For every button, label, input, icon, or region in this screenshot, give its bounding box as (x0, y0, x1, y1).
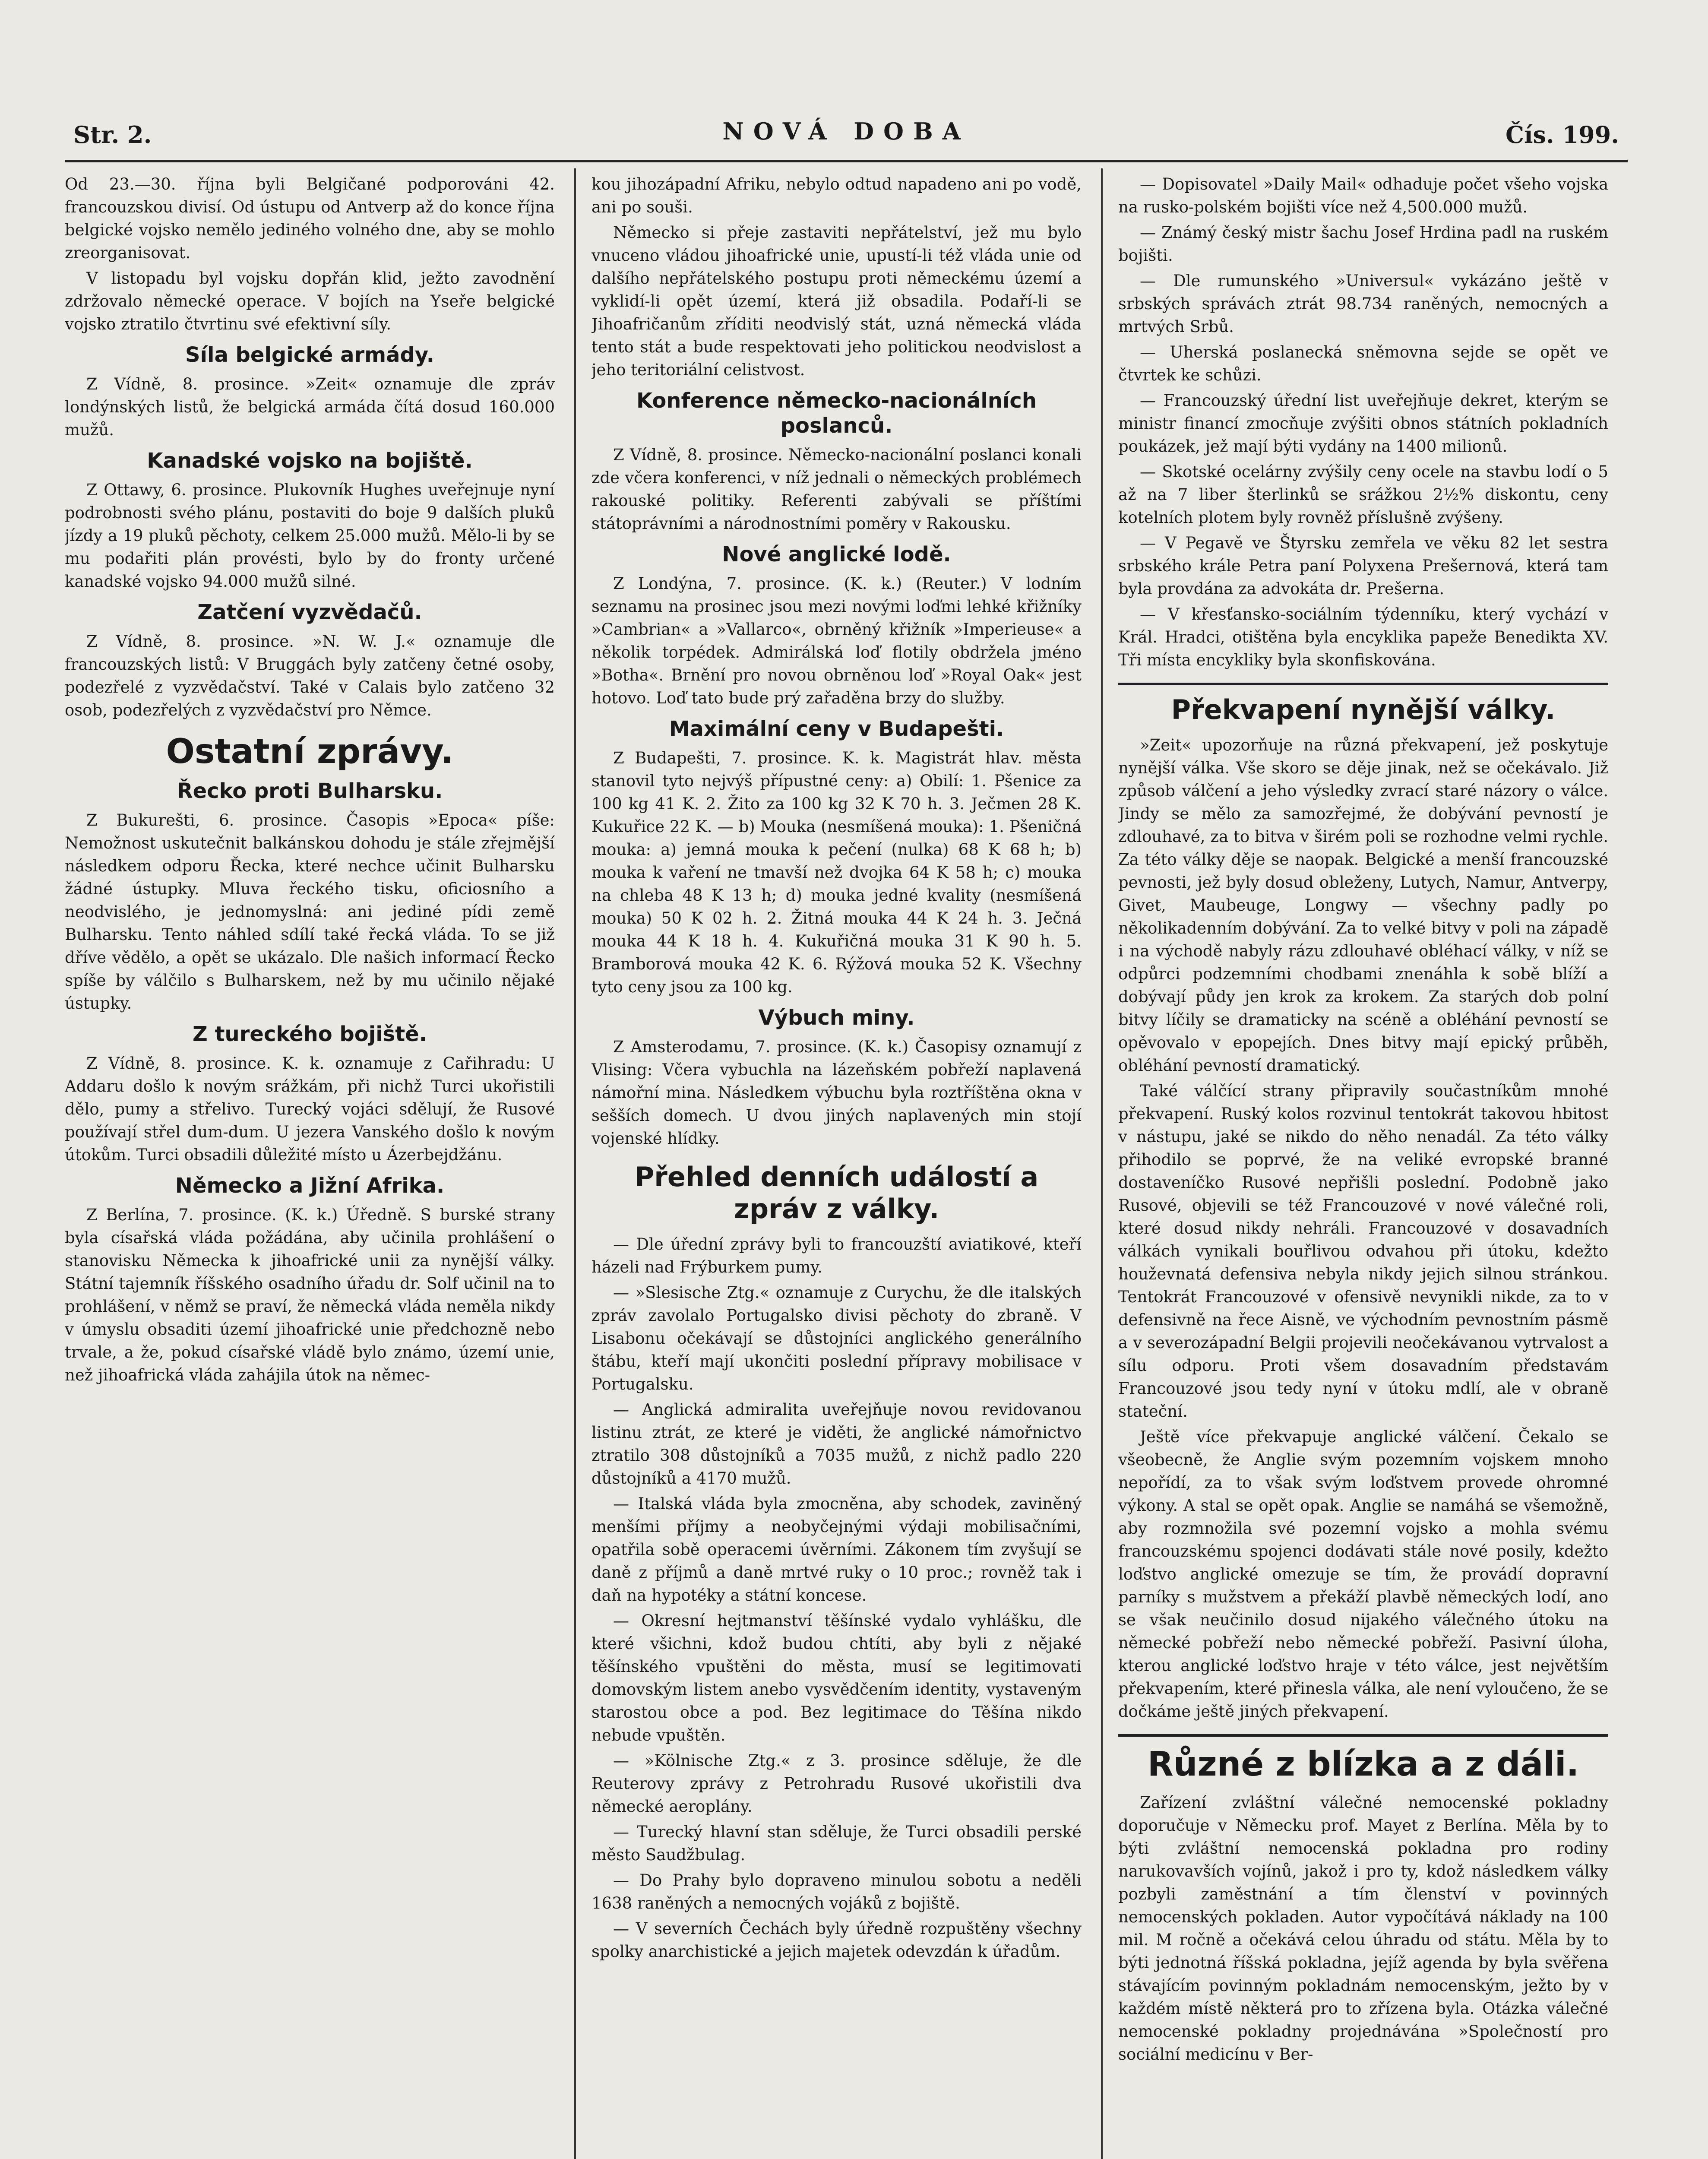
paragraph: — »Slesische Ztg.« oznamuje z Curychu, že dle italských zpráv zavolalo Portugalsko divisi pěchoty do zbraně. V Lisabonu očekávají se důstojníci anglického generálního štábu, kteří mají ukončiti poslední přípravy mobilisace v Portugalsku. (591, 1283, 1082, 1393)
section-heading: Překvapení nynější války. (1118, 683, 1608, 726)
newspaper-title: NOVÁ DOBA (722, 117, 970, 145)
paragraph: — Anglická admiralita uveřejňuje novou revidovanou listinu ztrát, ze které je viděti, že anglické námořnictvo ztratilo 308 důstojníků a 7035 mužů, z nichž padlo 220 důstojníků a 4170 mužů. (591, 1400, 1082, 1488)
issue-number: Čís. 199. (1505, 121, 1619, 149)
paragraph: Z Vídně, 8. prosince. K. k. oznamuje z Cařihradu: U Addaru došlo k novým srážkám, při nichž Turci ukořistili dělo, pumy a střelivo. Turecký vojáci sdělují, že Rusové používají střel dum-dum. U jezera Vanského došlo k novým útokům. Turci obsadili důležité místo u Ázerbejdžánu. (65, 1054, 555, 1164)
article-heading: Zatčení vyzvědačů. (197, 600, 422, 624)
paragraph: — Dopisovatel »Daily Mail« odhaduje počet všeho vojska na rusko-polském bojišti více než 4,500.000 mužů. (1118, 175, 1608, 216)
page-number: Str. 2. (73, 121, 152, 149)
column-rule (1101, 168, 1103, 2159)
paragraph: — Italská vláda byla zmocněna, aby schodek, zaviněný menšími příjmy a neobyčejnými výdaji mobilisačními, opatřila sobě operacemi úvěrními. Zákonem tím zvyšují se daně z příjmů a daně mrtvé ruky o 10 proc.; rovněž tak i daň na hypotéky a státní koncese. (591, 1494, 1082, 1605)
paragraph: — V Pegavě ve Štyrsku zemřela ve věku 82 let sestra srbského krále Petra paní Polyxena Prešernová, která tam byla provdána za advokáta dr. Prešerna. (1118, 534, 1608, 598)
article-heading: Síla belgické armády. (185, 343, 435, 367)
section-heading: Různé z blízka a z dáli. (1118, 1734, 1608, 1783)
newspaper-page (65, 86, 1628, 2159)
paragraph: »Zeit« upozorňuje na různá překvapení, jež poskytuje nynější válka. Vše skoro se děje jinak, než se očekávalo. Již způsob válčení a jeho výsledky zvrací staré názory o válce. Jindy se mělo za samozřejmé, že dobývání pevností je zdlouhavé, za to bitva v širém poli se rozhodne velmi rychle. Za této války děje se naopak. Belgické a menší francouzské pevnosti, jež byly dosud obleženy, Lutych, Namur, Antverpy, Givet, Maubeuge, Longwy — všechny padly po několikadenním dobývání. Za to velké bitvy v poli na západě i na východě nabyly rázu zdlouhavé obléhací války, v níž se odpůrci podzemními chodbami znenáhla k sobě blíží a dobývají půdy jen krok za krokem. Za starých dob polní bitvy líčily se dramaticky na scéně a obléhání pevností se opěvovalo v epopejích. Dnes bitvy mají epický průběh, obléhání pevností dramatický. (1118, 736, 1608, 1075)
column-3 (1118, 173, 1608, 2159)
paragraph: — Francouzský úřední list uveřejňuje dekret, kterým se ministr financí zmocňuje zvýšiti obnos státních pokladních poukázek, jež mají býti vydány na 1400 milionů. (1118, 391, 1608, 456)
paragraph: Ještě více překvapuje anglické válčení. Čekalo se všeobecně, že Anglie svým pozemním vojskem mnoho nepořídí, za to však svým loďstvem provede ohromné výkony. A stal se opět opak. Anglie se namáhá se všemožně, aby rozmnožila své pozemní vojsko a mohla svému francouzskému spojenci dodávati stále nové posily, kdežto loďstvo anglické omezuje se tím, že provádí dopravní parníky s mužstvem a překáží plavbě německých lodí, ano se však neučinilo dosud nijakého válečného útoku na německé pobřeží nebo německé pobřeží. Pasivní úloha, kterou anglické loďstvo hraje v této válce, jest největším překvapením, které přinesla válka, ale není vyloučeno, že se dočkáme ještě jiných překvapení. (1118, 1428, 1608, 1721)
article-heading: Řecko proti Bulharsku. (177, 779, 443, 803)
paragraph: — »Kölnische Ztg.« z 3. prosince sděluje, že dle Reuterovy zprávy z Petrohradu Rusové ukořistili dva německé aeroplány. (591, 1751, 1082, 1816)
article-heading: Konference německo-nacionálních poslanců. (636, 389, 1037, 438)
paragraph: Z Budapešti, 7. prosince. K. k. Magistrát hlav. města stanovil tyto nejvýš přípustné ceny: a) Obilí: 1. Pšenice za 100 kg 41 K. 2. Žito za 100 kg 32 K 70 h. 3. Ječmen 28 K. Kukuřice 22 K. — b) Mouka (nesmíšená mouka): 1. Pšeničná mouka: a) jemná mouka k pečení (nulka) 68 K 68 h; b) mouka k vaření ne tmavší než dvojka 64 K 58 h; c) mouka na chleba 48 K 13 h; d) mouka jedné kvality (nesmíšená mouka) 50 K 02 h. 2. Žitná mouka 44 K 24 h. 3. Ječná mouka 44 K 18 h. 4. Kukuřičná mouka 31 K 90 h. 5. Bramborová mouka 42 K. 6. Rýžová mouka 52 K. Všechny tyto ceny jsou za 100 kg. (591, 749, 1082, 996)
article-heading: Nové anglické lodě. (722, 542, 951, 567)
paragraph: Od 23.—30. října byli Belgičané podporováni 42. francouzskou divisí. Od ústupu od Antverp až do konce října belgické vojsko nemělo jediného volného dne, aby se mohlo zreorganisovat. (65, 175, 555, 262)
paragraph: — Turecký hlavní stan sděluje, že Turci obsadili perské město Saudžbulag. (591, 1823, 1082, 1864)
paragraph: — Okresní hejtmanství těšínské vydalo vyhlášku, dle které všichni, kdož budou chtíti, aby byli z nějaké těšínského vpuštěni do města, musí se legitimovati domovským listem anebo vysvědčením identity, vystaveným starostou obce a pod. Bez legitimace do Těšína nikdo nebude vpuštěn. (591, 1611, 1082, 1744)
paragraph: — Dle rumunského »Universul« vykázáno ještě v srbských správách ztrát 98.734 raněných, nemocných a mrtvých Srbů. (1118, 272, 1608, 336)
paragraph: Německo si přeje zastaviti nepřátelství, jež mu bylo vnuceno vládou jihoafrické unie, upustí-li též vláda unie od dalšího nepřátelského postupu proti německému území a vyklidí-li opět území, která již obsadila. Podaří-li se Jihoafričanům zříditi neodvislý stát, uzná německá vláda tento stát a bude respektovati jeho politickou neodvislost a jeho teritoriální celistvost. (591, 223, 1082, 379)
paragraph: Z Amsterodamu, 7. prosince. (K. k.) Časopisy oznamují z Vlising: Včera vybuchla na lázeňském pobřeží naplavená námořní mina. Následkem výbuchu byla roztříštěna okna v sešších domech. U dvou jiných naplavených min stojí vojenské hlídky. (591, 1038, 1082, 1148)
paragraph: Z Londýna, 7. prosince. (K. k.) (Reuter.) V lodním seznamu na prosinec jsou mezi novými loďmi lehké křižníky »Cambrian« a »Vallarco«, obrněný křižník »Imperieuse« a několik torpédek. Admirálská loď flotily obdržela jméno »Botha«. Brnění pro novou obrněnou loď »Royal Oak« jest hotovo. Loď tato bude prý zařaděna brzy do služby. (591, 574, 1082, 707)
paragraph: — Uherská poslanecká sněmovna sejde se opět ve čtvrtek ke schůzi. (1118, 343, 1608, 384)
paragraph: Z Berlína, 7. prosince. (K. k.) Úředně. S burské strany byla císařská vláda požádána, aby učinila prohlášení o stanovisku Německa k jihoafrické unii za nynější války. Státní tajemník říšského osadního úřadu dr. Solf učinil na to prohlášení, v němž se praví, že německá vláda neměla nikdy v úmyslu obsaditi území jihoafrické unie předchozně nebo trvale, a že, pokud císařské vládě bylo známo, území unie, než jihoafrická vláda zahájila útok na němec- (65, 1206, 555, 1384)
paragraph: — V severních Čechách byly úředně rozpuštěny všechny spolky anarchistické a jejich majetek odevzdán k úřadům. (591, 1919, 1082, 1961)
paragraph: — Známý český mistr šachu Josef Hrdina padl na ruském bojišti. (1118, 223, 1608, 265)
article-heading: Maximální ceny v Budapešti. (669, 717, 1004, 741)
paragraph: — V křesťansko-sociálním týdenníku, který vychází v Král. Hradci, otištěna byla encyklika papeže Benedikta XV. Tři místa encykliky byla skonfiskována. (1118, 605, 1608, 669)
paragraph: — Dle úřední zprávy byli to francouzští aviatikové, kteří házeli nad Frýburkem pumy. (591, 1235, 1082, 1276)
article-heading: Z tureckého bojiště. (193, 1022, 427, 1046)
paragraph: V listopadu byl vojsku dopřán klid, ježto zavodnění zdržovalo německé operace. V bojích na Yseře belgické vojsko ztratilo čtvrtinu své efektivní síly. (65, 269, 555, 333)
paragraph: Zařízení zvláštní válečné nemocenské pokladny doporučuje v Německu prof. Mayet z Berlína. Měla by to býti zvláštní nemocenská pokladna pro rodiny narukovavších vojínů, jakož i pro ty, kdož následkem války pozbyli zaměstnání a tím členství v povinných nemocenských pokladen. Autor vypočítává náklady na 100 mil. M ročně a očekává celou úhradu od státu. Měla by to býti jednotná říšská pokladna, jejíž agenda by byla svěřena stávajícím povinným pokladnám nemocenským, ježto by v každém místě některá pro to zřízena byla. Otázka válečné nemocenské pokladny projednávána »Společností pro sociální medicínu v Ber- (1118, 1793, 1608, 2064)
masthead (65, 112, 1628, 162)
section-heading: Přehled denních událostí a zpráv z války. (634, 1161, 1039, 1225)
article-heading: Německo a Jižní Afrika. (175, 1174, 445, 1198)
paragraph: Z Vídně, 8. prosince. »N. W. J.« oznamuje dle francouzských listů: V Bruggách byly zatčeny četné osoby, podezřelé z vyzvědačství. Také v Calais bylo zatčeno 32 osob, podezřelých z vyzvědačství pro Němce. (65, 632, 555, 719)
paragraph: — Do Prahy bylo dopraveno minulou sobotu a neděli 1638 raněných a nemocných vojáků z bojiště. (591, 1871, 1082, 1912)
paragraph: Z Vídně, 8. prosince. Německo-nacionální poslanci konali zde včera konferenci, v níž jednali o německých problémech rakouské politiky. Referenti zabývali se příštími státoprávními a národnostními poměry v Rakousku. (591, 446, 1082, 533)
article-heading: Kanadské vojsko na bojiště. (147, 449, 473, 473)
section-heading: Ostatní zprávy. (166, 732, 454, 771)
article-heading: Výbuch miny. (758, 1006, 915, 1030)
paragraph: — Skotské ocelárny zvýšily ceny ocele na stavbu lodí o 5 až na 7 liber šterlinků se srážkou 2½% diskontu, ceny kotelních plotem byly rovněž příslušně zvýšeny. (1118, 462, 1608, 527)
column-2 (591, 173, 1082, 2159)
paragraph: Z Ottawy, 6. prosince. Plukovník Hughes uveřejnuje nyní podrobnosti svého plánu, postaviti do boje 9 dalších pluků jízdy a 19 pluků pěchoty, celkem 25.000 mužů. Mělo-li by se mu podařiti plán provésti, bylo by do fronty určené kanadské vojsko 94.000 mužů silné. (65, 481, 555, 591)
column-rule (574, 168, 576, 2159)
paragraph: Z Bukurešti, 6. prosince. Časopis »Epoca« píše: Nemožnost uskutečnit balkánskou dohodu je stále zřejmější následkem odporu Řecka, které nechce učinit Bulharsku žádné ústupky. Mluva řeckého tisku, oficiosního a neodvislého, je jednomyslná: ani jediné pídi země Bulharsku. Tento náhled sdílí také řecká vláda. To se již dříve vědělo, a opět se ukázalo. Dle našich informací Řecko spíše by válčilo s Bulharskem, než by mu učinilo nějaké ústupky. (65, 811, 555, 1013)
paragraph: Také válčící strany připravily součastníkům mnohé překvapení. Ruský kolos rozvinul tentokrát takovou hbitost v nástupu, jaké se nikdo do něho nenadál. Za této války přihodilo se poprvé, že na veliké evropské branné dostaveníčko Rusové nepřišli poslední. Podobně jako Rusové, objevili se též Francouzové v nové válečné roli, které dosud nikdy nehráli. Francouzové v dosavadních válkách vynikali bouřlivou odvahou při útoku, kdežto houževnatá defensiva nebyla nikdy jejich silnou stránkou. Tentokrát Francouzové v ofensivě nevynikli nikde, za to v defensivně na řece Aisně, ve východním pevnostním pásmě a v severozápadní Belgii projevili neočekávanou vytrvalost a sílu odporu. Proti všem dosavadním představám Francouzové jsou tedy nyní v útoku mdlí, ale v obraně stateční. (1118, 1082, 1608, 1421)
column-1 (65, 173, 555, 2159)
paragraph: Z Vídně, 8. prosince. »Zeit« oznamuje dle zpráv londýnských listů, že belgická armáda čítá dosud 160.000 mužů. (65, 375, 555, 439)
paragraph: kou jihozápadní Afriku, nebylo odtud napadeno ani po vodě, ani po souši. (591, 175, 1082, 216)
